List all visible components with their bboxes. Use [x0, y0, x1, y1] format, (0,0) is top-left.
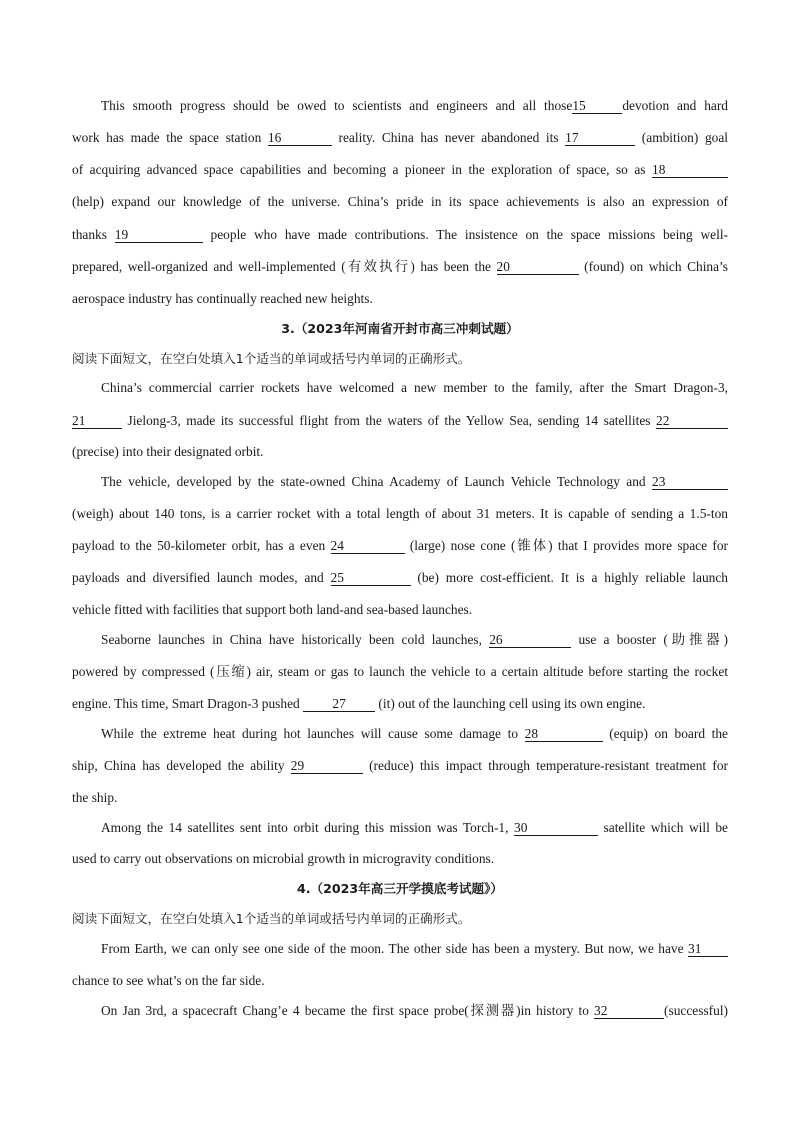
text-line — [101, 378, 728, 398]
text-line — [72, 788, 728, 808]
text-run: Among the 14 satellites sent into orbit during this mission was Torch-1, — [101, 820, 515, 835]
text-run: The vehicle, developed by the state-owned China Academy of Launch Vehicle Technology and — [101, 474, 652, 489]
text-run: vehicle fitted with facilities that support both land-and sea-based launches. — [72, 602, 473, 617]
text-line — [101, 472, 728, 492]
text-line — [72, 504, 728, 524]
text-line — [72, 225, 728, 245]
text-line — [72, 411, 728, 431]
text-run: of acquiring advanced space capabilities and becoming a pioneer in the exploration of space, so as — [72, 162, 652, 177]
text-run: While the extreme heat during hot launches will cause some damage to — [101, 726, 525, 741]
text-run: (found) on which China’s — [578, 259, 728, 274]
text-line — [72, 600, 728, 620]
answer-blank-30[interactable]: 30 — [514, 820, 598, 836]
text-line — [72, 257, 728, 277]
answer-blank-24[interactable]: 24 — [331, 538, 405, 554]
text-line — [72, 192, 728, 212]
answer-blank-22[interactable]: 22 — [656, 413, 728, 429]
text-run: devotion and hard — [622, 98, 729, 113]
text-run: This smooth progress should be owed to scientists and engineers and all those — [101, 98, 573, 113]
answer-blank-15[interactable]: 15 — [572, 98, 622, 114]
text-line — [72, 536, 728, 556]
section-instruction: 阅读下面短文，在空白处填入1个适当的单词或括号内单词的正确形式。 — [72, 351, 471, 366]
text-line — [101, 724, 728, 744]
text-run: satellite which will be — [598, 820, 728, 835]
text-line — [72, 160, 728, 180]
text-line — [101, 939, 728, 959]
text-run: used to carry out observations on microbial growth in microgravity conditions. — [72, 851, 495, 866]
answer-blank-28[interactable]: 28 — [525, 726, 603, 742]
answer-blank-31[interactable]: 31 — [688, 941, 728, 957]
text-line — [72, 289, 728, 309]
text-run: (precise) into their designated orbit. — [72, 444, 264, 459]
answer-blank-29[interactable]: 29 — [291, 758, 363, 774]
text-run: (it) out of the launching cell using its own engine. — [375, 696, 646, 711]
text-run: aerospace industry has continually reached new heights. — [72, 291, 373, 306]
text-run: (help) expand our knowledge of the universe. China’s pride in its space achievements is also an expression of — [72, 194, 728, 209]
text-run: (ambition) goal — [635, 130, 728, 145]
text-run: work has made the space station — [72, 130, 268, 145]
text-line — [101, 96, 728, 116]
text-line — [72, 662, 728, 682]
answer-blank-21[interactable]: 21 — [72, 413, 122, 429]
answer-blank-26[interactable]: 26 — [489, 632, 571, 648]
text-run: the ship. — [72, 790, 118, 805]
text-run: prepared, well-organized and well-implemented (有效执行) has been the — [72, 259, 497, 274]
text-run: (be) more cost-efficient. It is a highly reliable launch — [410, 570, 728, 585]
answer-blank-17[interactable]: 17 — [565, 130, 635, 146]
text-run: Jielong-3, made its successful flight from the waters of the Yellow Sea, sending 14 satellites — [122, 413, 656, 428]
text-run: (weigh) about 140 tons, is a carrier rocket with a total length of about 31 meters. It is capable of sending a 1.5-ton — [72, 506, 728, 521]
section-heading: 3.（2023年河南省开封市高三冲刺试题） — [281, 321, 519, 336]
text-run: On Jan 3rd, a spacecraft Chang’e 4 became the first space probe(探测器)in history to — [101, 1003, 595, 1018]
answer-blank-32[interactable]: 32 — [594, 1003, 664, 1019]
text-run: ship, China has developed the ability — [72, 758, 291, 773]
text-line — [72, 568, 728, 588]
answer-blank-18[interactable]: 18 — [652, 162, 728, 178]
section-heading: 4.（2023年高三开学摸底考试题》） — [296, 881, 504, 896]
answer-blank-25[interactable]: 25 — [331, 570, 411, 586]
text-line — [72, 694, 728, 714]
text-run: (successful) — [664, 1003, 728, 1018]
text-run: (equip) on board the — [602, 726, 728, 741]
text-run: Seaborne launches in China have historically been cold launches, — [101, 632, 490, 647]
text-line — [101, 630, 728, 650]
text-line — [72, 971, 728, 991]
text-run: payload to the 50-kilometer orbit, has a even — [72, 538, 331, 553]
text-line — [72, 128, 728, 148]
text-run: use a booster (助推器) — [571, 632, 728, 647]
section-instruction: 阅读下面短文，在空白处填入1个适当的单词或括号内单词的正确形式。 — [72, 911, 471, 926]
text-run: (large) nose cone (锥体) that I provides more space for — [404, 538, 728, 553]
text-run: China’s commercial carrier rockets have welcomed a new member to the family, after the Smart Dragon-3, — [101, 380, 728, 395]
text-line — [101, 1001, 728, 1021]
answer-blank-16[interactable]: 16 — [268, 130, 332, 146]
text-line — [72, 442, 728, 462]
text-run: reality. China has never abandoned its — [331, 130, 566, 145]
text-run: chance to see what’s on the far side. — [72, 973, 265, 988]
answer-blank-27[interactable]: 27 — [303, 696, 375, 712]
text-line — [72, 756, 728, 776]
text-line — [72, 849, 728, 869]
text-run: people who have made contributions. The insistence on the space missions being well- — [202, 227, 728, 242]
text-run: thanks — [72, 227, 115, 242]
text-run: From Earth, we can only see one side of the moon. The other side has been a mystery. But now, we have — [101, 941, 688, 956]
answer-blank-23[interactable]: 23 — [652, 474, 728, 490]
text-run: payloads and diversified launch modes, and — [72, 570, 331, 585]
text-line — [101, 818, 728, 838]
answer-blank-20[interactable]: 20 — [497, 259, 579, 275]
text-run: (reduce) this impact through temperature-resistant treatment for — [362, 758, 728, 773]
text-run: powered by compressed (压缩) air, steam or gas to launch the vehicle to a certain altitude before starting the rocket — [72, 664, 728, 679]
answer-blank-19[interactable]: 19 — [115, 227, 203, 243]
text-run: engine. This time, Smart Dragon-3 pushed — [72, 696, 304, 711]
